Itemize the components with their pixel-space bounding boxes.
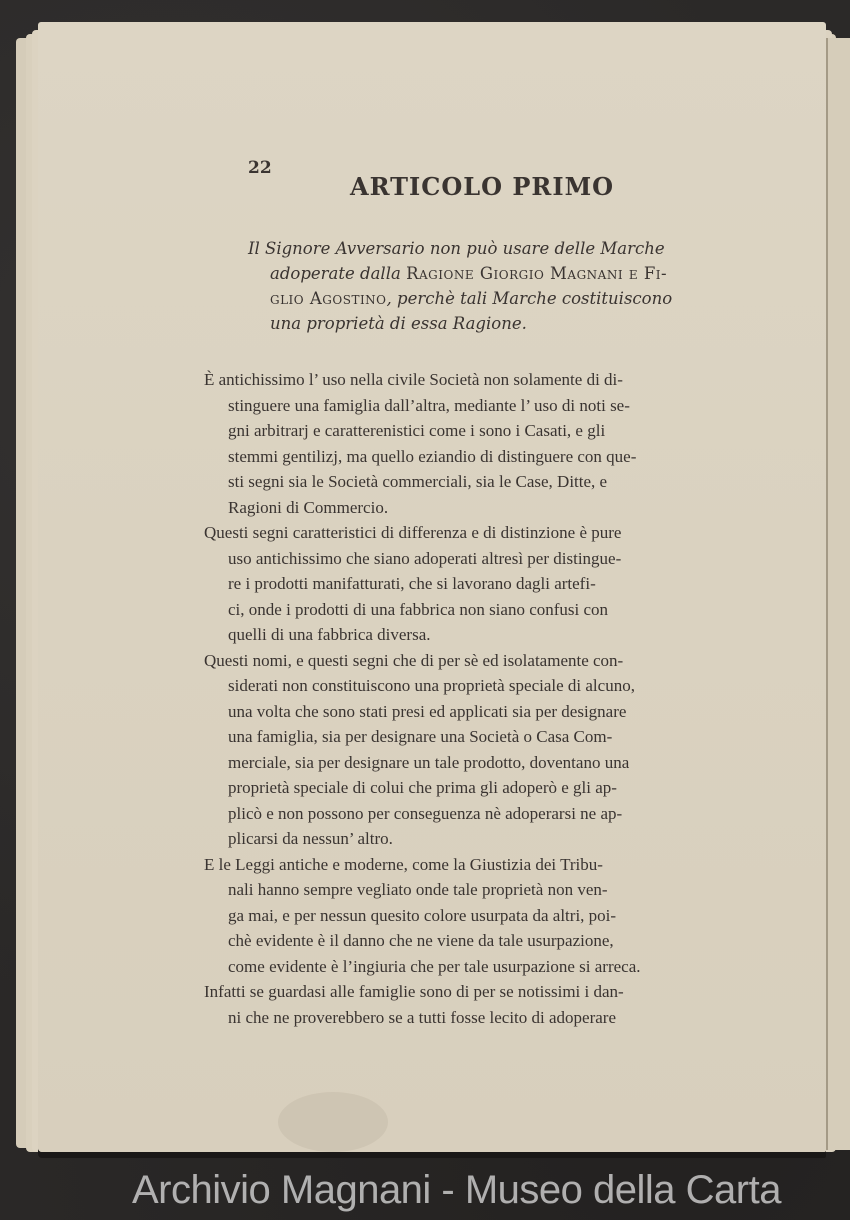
text-line: una famiglia, sia per designare una Società o Casa Com- — [228, 727, 613, 746]
text-line: gni arbitrarj e caratterenistici come i sono i Casati, e gli — [228, 421, 606, 440]
facing-page-edge — [826, 38, 850, 1150]
text-line: nali hanno sempre vegliato onde tale proprietà non ven- — [228, 880, 608, 899]
text-line: sti segni sia le Società commerciali, sia le Case, Ditte, e — [228, 472, 608, 491]
text-line: plicarsi da nessun’ altro. — [228, 829, 393, 848]
page-title: ARTICOLO PRIMO — [350, 172, 615, 201]
text-line: re i prodotti manifatturati, che si lavorano dagli artefi- — [228, 574, 596, 593]
text-line: proprietà speciale di colui che prima gli adoperò e gli ap- — [228, 778, 617, 797]
text-line: ga mai, e per nessun quesito colore usurpata da altri, poi- — [228, 905, 617, 925]
company-name: glio Agostino — [270, 289, 387, 308]
text-line: quelli di una fabbrica diversa. — [228, 625, 431, 644]
body-text — [204, 367, 754, 1030]
text-line: come evidente è l’ingiuria che per tale usurpazione si arreca. — [228, 956, 641, 976]
text-line: stemmi gentilizj, ma quello eziandio di distinguere con que- — [228, 446, 637, 466]
article-summary — [248, 236, 718, 336]
text-line: siderati non constituiscono una proprietà speciale di alcuno, — [228, 676, 635, 695]
text-line: merciale, sia per designare un tale prodotto, doventano una — [228, 752, 630, 772]
text-line: Questi segni caratteristici di differenza e di distinzione è pure — [204, 523, 622, 542]
summary-line — [248, 261, 718, 286]
paragraph — [204, 367, 754, 520]
paragraph — [204, 979, 754, 1030]
summary-text: adoperate dalla — [270, 264, 407, 283]
summary-text: , perchè tali Marche costituiscono — [386, 289, 673, 308]
text-line: E le Leggi antiche e moderne, come la Giustizia dei Tribu- — [204, 854, 603, 874]
text-line: stinguere una famiglia dall’altra, mediante l’ uso di noti se- — [228, 395, 630, 415]
text-line: una volta che sono stati presi ed applicati sia per designare — [228, 701, 627, 721]
text-line: plicò e non possono per conseguenza nè adoperarsi ne ap- — [228, 803, 623, 823]
text-line: Questi nomi, e questi segni che di per sè ed isolatamente con- — [204, 650, 624, 670]
page-number: 22 — [248, 158, 272, 178]
paragraph — [204, 648, 754, 852]
text-line: Infatti se guardasi alle famiglie sono di per se notissimi i dan- — [204, 982, 624, 1001]
summary-line: una proprietà di essa Ragione. — [270, 314, 527, 333]
text-line: ni che ne proverebbero se a tutti fosse lecito di adoperare — [228, 1007, 617, 1027]
summary-line — [248, 286, 718, 311]
watermark: Archivio Magnani - Museo della Carta — [132, 1168, 781, 1212]
text-line: È antichissimo l’ uso nella civile Società non solamente di di- — [204, 370, 623, 389]
paper-stain — [278, 1092, 388, 1152]
summary-line: Il Signore Avversario non può usare delle Marche — [248, 239, 665, 258]
company-name: Ragione Giorgio Magnani e Fi- — [406, 264, 668, 283]
text-line: ci, onde i prodotti di una fabbrica non siano confusi con — [228, 599, 609, 619]
paragraph — [204, 520, 754, 648]
text-line: uso antichissimo che siano adoperati altresì per distingue- — [228, 548, 622, 568]
text-line: chè evidente è il danno che ne viene da tale usurpazione, — [228, 931, 614, 950]
text-line: Ragioni di Commercio. — [228, 497, 389, 517]
paragraph — [204, 852, 754, 980]
